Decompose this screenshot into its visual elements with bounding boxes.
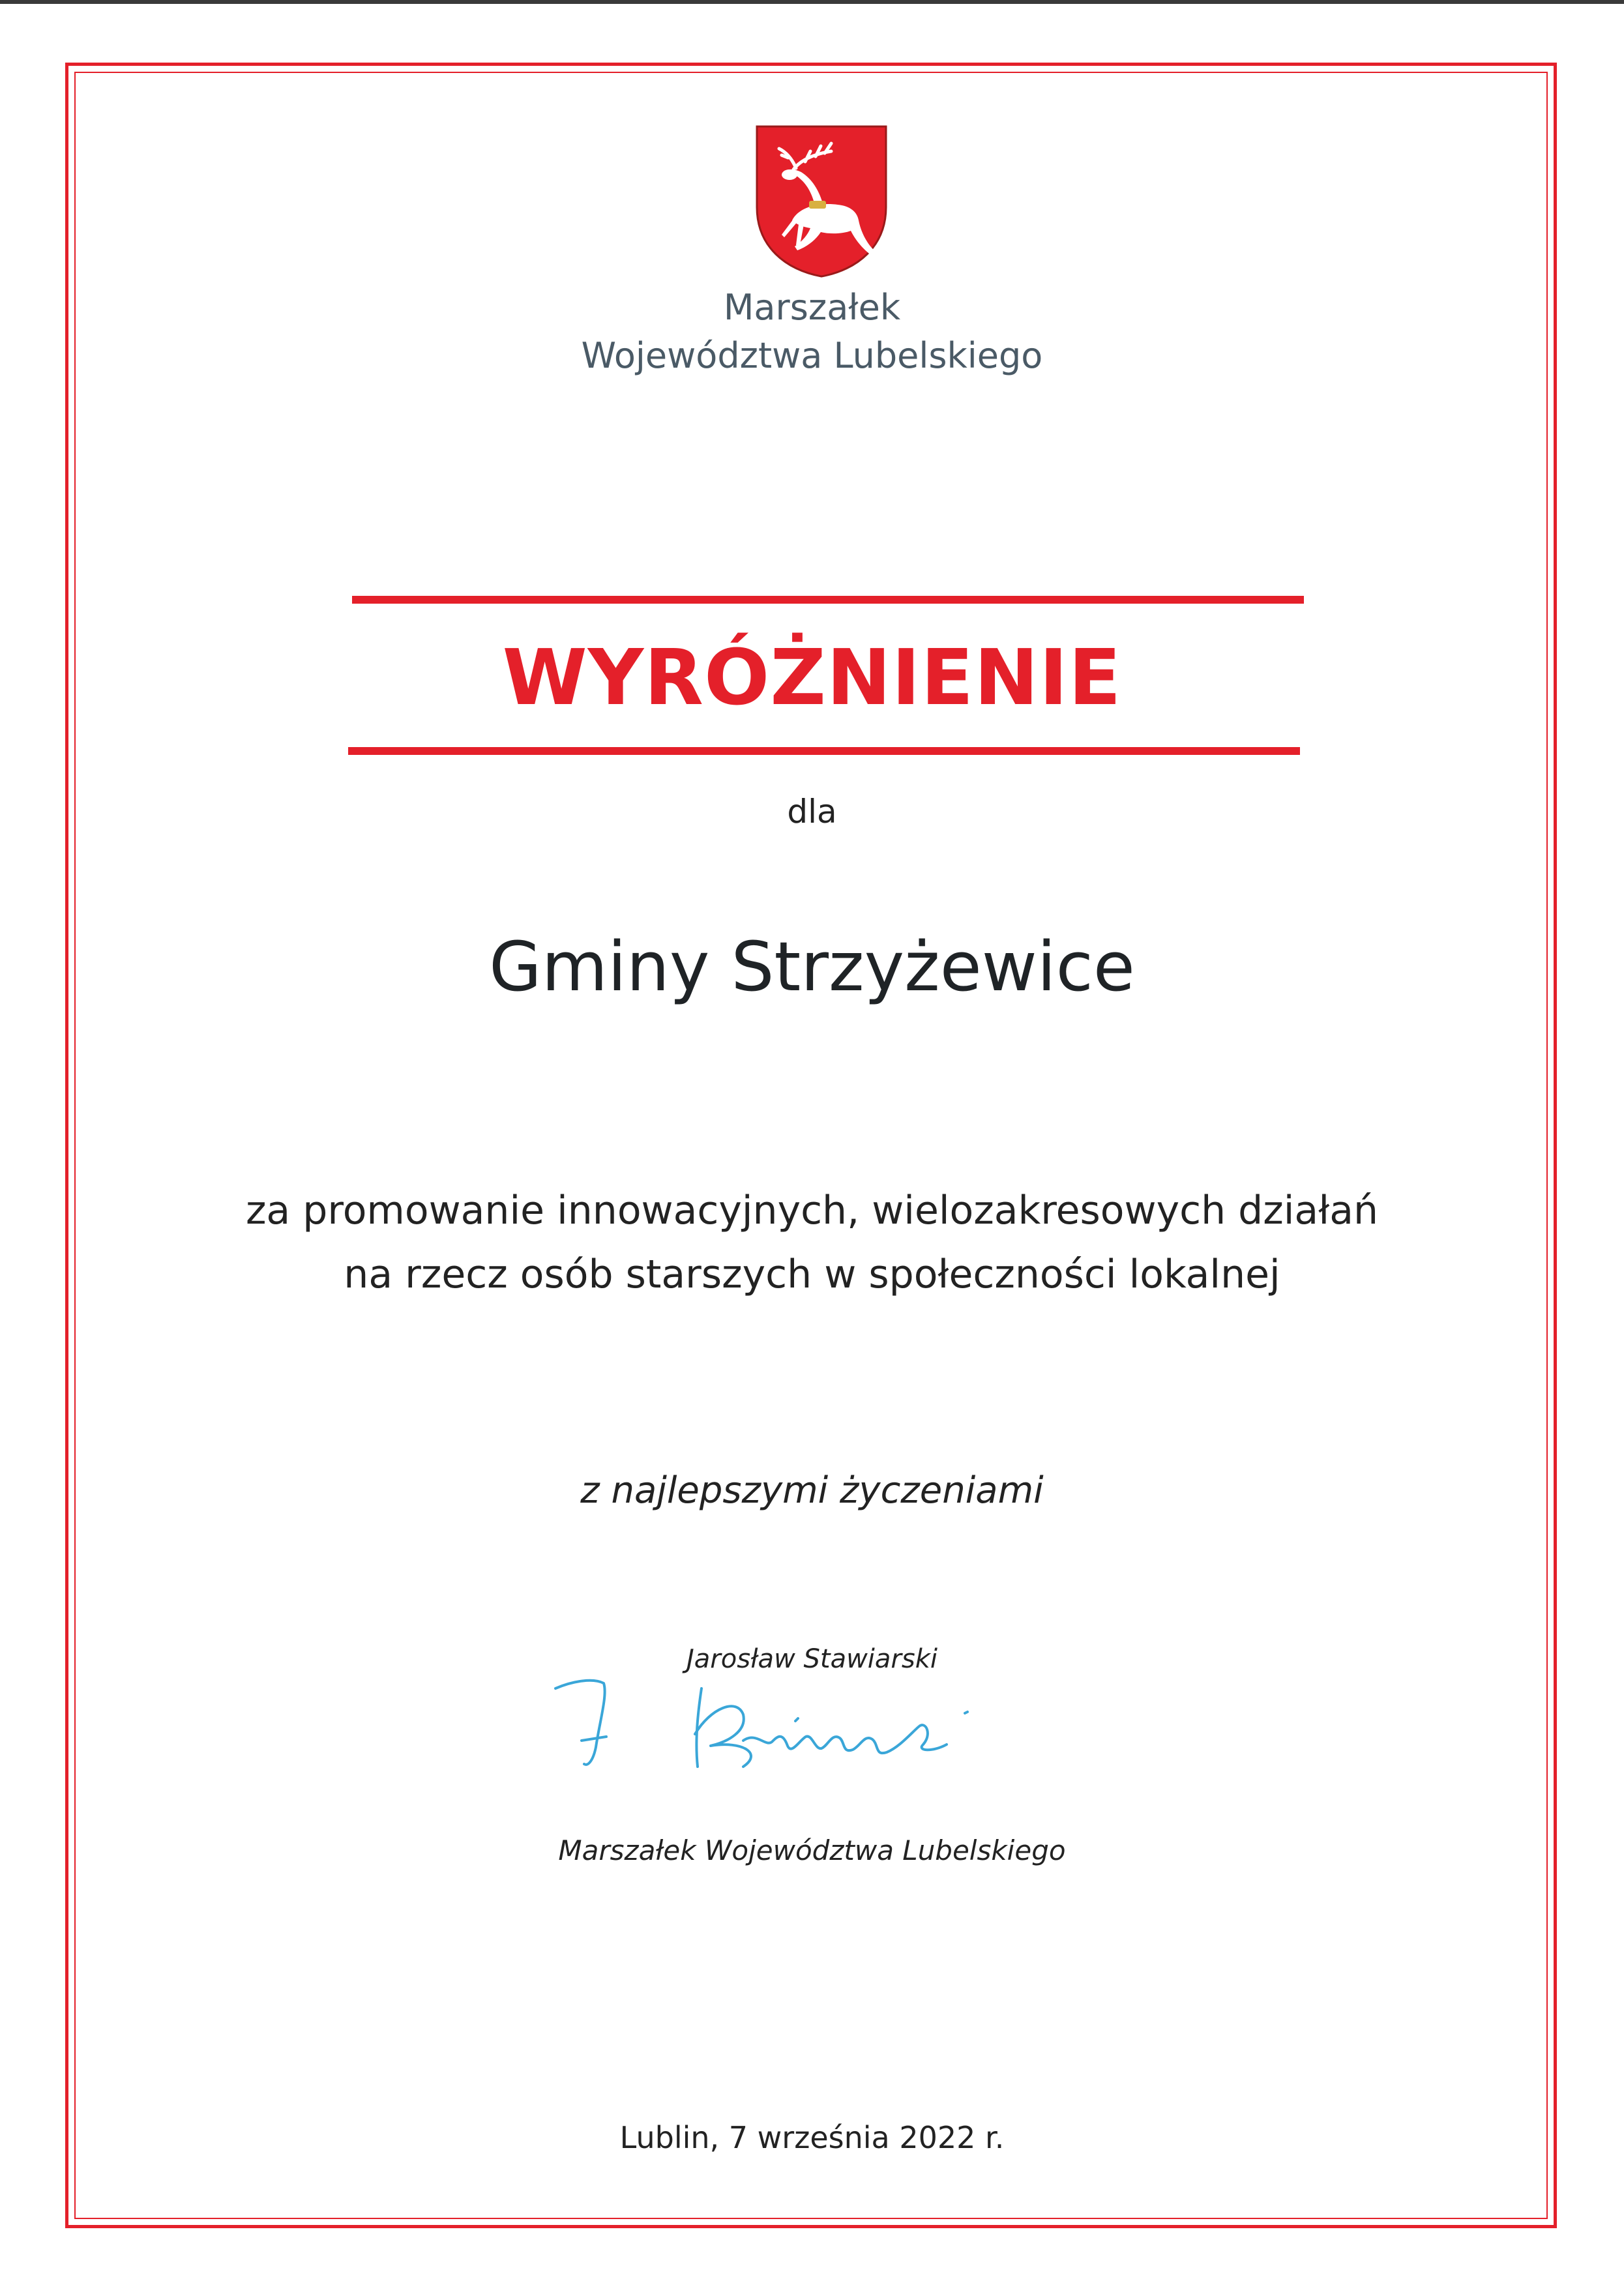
award-recipient: Gminy Strzyżewice (489, 927, 1135, 1007)
award-title: WYRÓŻNIENIE (502, 632, 1122, 722)
scan-edge (0, 0, 1624, 4)
certificate-frame-inner (74, 72, 1548, 2219)
award-for-word: dla (787, 793, 837, 831)
signatory-name: Jarosław Stawiarski (687, 1644, 937, 1674)
title-rule-bottom (348, 747, 1300, 755)
title-rule-top (352, 596, 1304, 604)
handwritten-signature-icon (548, 1669, 1017, 1786)
award-reason-line-1: za promowanie innowacyjnych, wielozakresowych działań (245, 1188, 1379, 1233)
signatory-role: Marszałek Województwa Lubelskiego (558, 1834, 1066, 1866)
award-reason-line-2: na rzecz osób starszych w społeczności lokalnej (344, 1252, 1280, 1297)
issuer-region: Województwa Lubelskiego (581, 335, 1043, 376)
coat-of-arms-icon (753, 123, 890, 279)
closing-wishes: z najlepszymi życzeniami (580, 1469, 1044, 1512)
issuer-title: Marszałek (723, 287, 901, 328)
issue-date-place: Lublin, 7 września 2022 r. (619, 2120, 1005, 2155)
